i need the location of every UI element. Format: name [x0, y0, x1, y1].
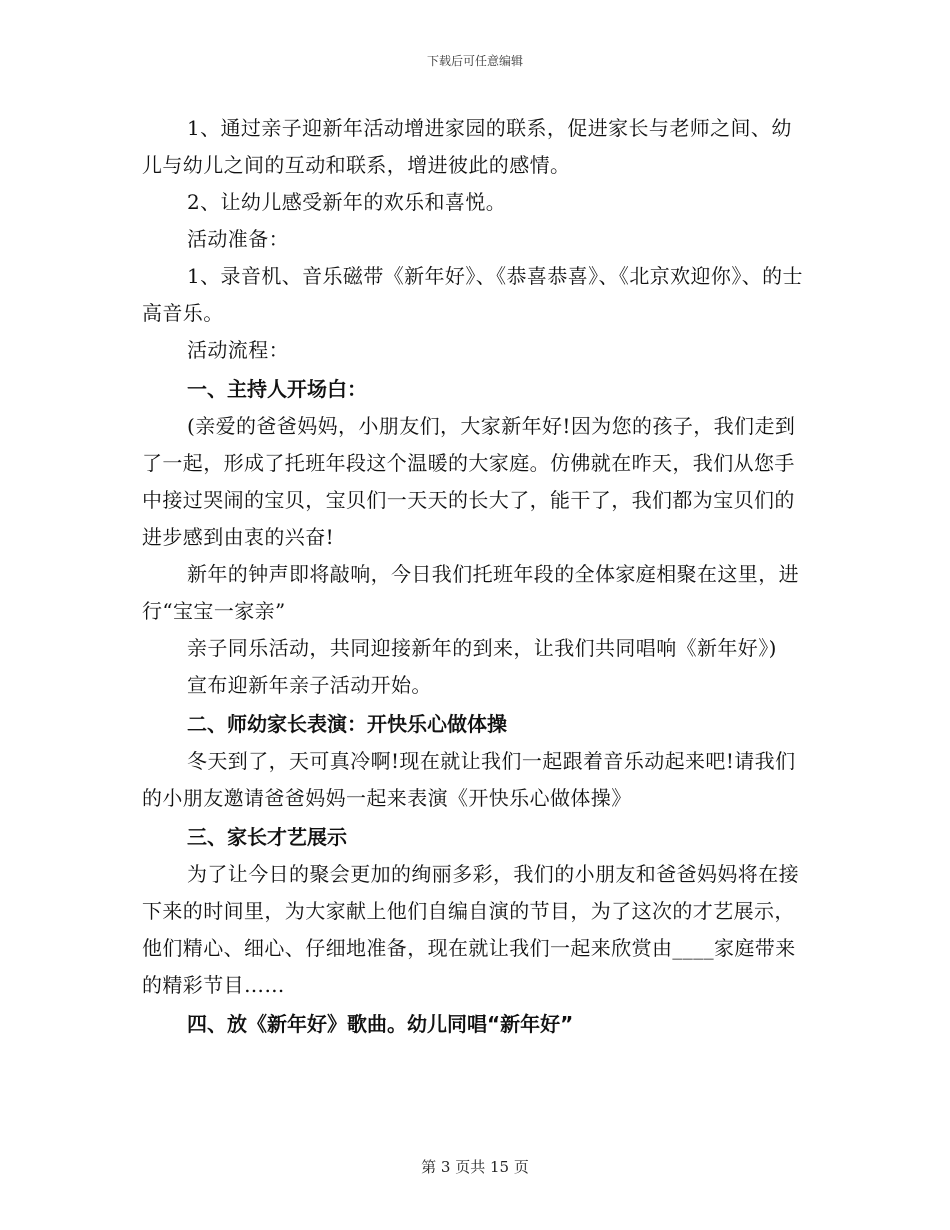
page-header: 下载后可任意编辑: [426, 54, 523, 68]
paragraph-announce-start: 宣布迎新年亲子活动开始。: [187, 673, 432, 697]
paragraph-goal-1: 1、通过亲子迎新年活动增进家园的联系，促进家长与老师之间、幼儿与幼儿之间的互动和联系，增进彼此的感情。: [142, 116, 792, 177]
paragraph-talent-show: 为了让今日的聚会更加的绚丽多彩，我们的小朋友和爸爸妈妈将在接下来的时间里，为大家献上他们自编自演的节目，为了这次的才艺展示，他们精心、细心、仔细地准备，现在就让我们一起来欣赏由____家庭带来的精彩节目……: [142, 862, 799, 997]
label-preparation: 活动准备：: [187, 227, 289, 251]
heading-section-2: 二、师幼家长表演：开快乐心做体操: [187, 712, 507, 736]
heading-section-4: 四、放《新年好》歌曲。幼儿同唱“新年好”: [187, 1012, 574, 1036]
page-footer: 第 3 页共 15 页: [421, 1158, 529, 1176]
paragraph-preparation-1: 1、录音机、音乐磁带《新年好》、《恭喜恭喜》、《北京欢迎你》、的士高音乐。: [142, 264, 803, 325]
paragraph-host-opening: (亲爱的爸爸妈妈，小朋友们，大家新年好!因为您的孩子，我们走到了一起，形成了托班年段这个温暖的大家庭。仿佛就在昨天，我们从您手中接过哭闹的宝贝，宝贝们一天天的长大了，能干了，我们都为宝贝们的进步感到由衷的兴奋!: [142, 414, 796, 549]
paragraph-goal-2: 2、让幼儿感受新年的欢乐和喜悦。: [187, 190, 507, 214]
paragraph-parent-child-fun: 亲子同乐活动，共同迎接新年的到来，让我们共同唱响《新年好》): [187, 636, 777, 660]
paragraph-winter-exercise: 冬天到了，天可真冷啊!现在就让我们一起跟着音乐动起来吧!请我们的小朋友邀请爸爸妈妈一起来表演《开快乐心做体操》: [142, 749, 796, 810]
heading-section-3: 三、家长才艺展示: [187, 825, 347, 849]
heading-section-1: 一、主持人开场白：: [187, 377, 367, 401]
label-process: 活动流程：: [187, 338, 289, 362]
document-body: [142, 110, 808, 1043]
paragraph-new-year-bell: 新年的钟声即将敲响，今日我们托班年段的全体家庭相聚在这里，进行“宝宝一家亲”: [142, 562, 799, 623]
